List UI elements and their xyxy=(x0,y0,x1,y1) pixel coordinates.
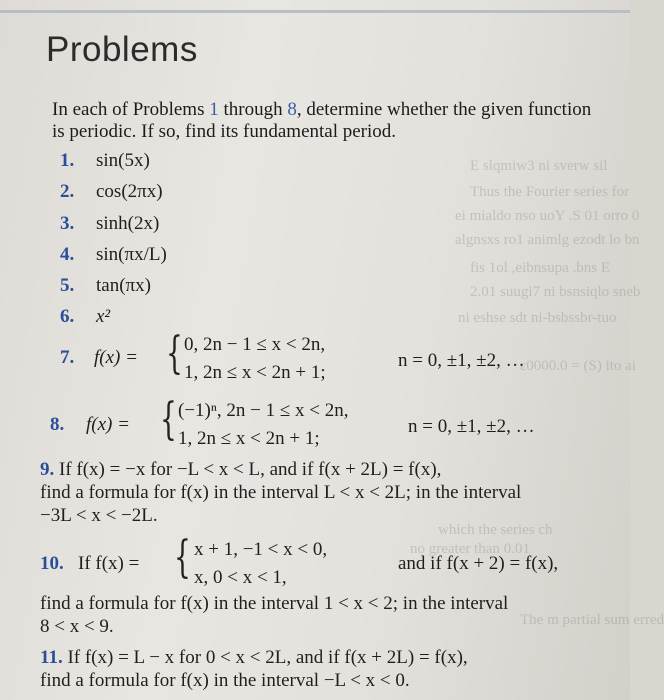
page-title: Problems xyxy=(46,30,198,69)
problem-text: find a formula for f(x) in the interval −L < x < 0. xyxy=(40,670,410,691)
function-lhs: f(x) = xyxy=(86,414,130,435)
problem-text: If f(x) = −x for −L < x < L, and if f(x + 2L) = f(x), xyxy=(59,459,442,480)
problem-text: find a formula for f(x) in the interval 1 < x < 2; in the interval xyxy=(40,593,509,614)
function-lhs: f(x) = xyxy=(94,347,138,368)
function-lhs: If f(x) = xyxy=(78,553,140,574)
index-range: n = 0, ±1, ±2, … xyxy=(398,350,525,371)
case-line: 0, 2n − 1 ≤ x < 2n, xyxy=(184,334,326,355)
problem-expression: sin(5x) xyxy=(96,150,150,171)
problem-expression: sinh(2x) xyxy=(96,213,160,234)
problem-number: 6. xyxy=(60,306,75,327)
problem-expression: tan(πx) xyxy=(96,275,151,296)
case-line: 1, 2n ≤ x < 2n + 1; xyxy=(178,428,320,449)
case-line: 1, 2n ≤ x < 2n + 1; xyxy=(184,362,326,383)
problem-text: and if f(x + 2) = f(x), xyxy=(398,553,559,574)
left-brace: { xyxy=(166,328,183,379)
problem-expression: sin(πx/L) xyxy=(96,244,167,265)
problems-intro: In each of Problems 1 through 8, determine whether the given function is periodic. If so, find its fundamental period. xyxy=(52,99,592,142)
problem-number: 3. xyxy=(60,213,75,234)
case-line: x, 0 < x < 1, xyxy=(194,567,287,588)
problem-11 xyxy=(40,646,620,692)
top-rule xyxy=(0,10,630,13)
problem-number: 7. xyxy=(60,347,75,368)
problem-number: 2. xyxy=(60,181,75,202)
left-brace: { xyxy=(174,532,191,583)
index-range: n = 0, ±1, ±2, … xyxy=(408,416,535,437)
case-line: x + 1, −1 < x < 0, xyxy=(194,539,328,560)
problem-text: find a formula for f(x) in the interval L < x < 2L; in the interval xyxy=(40,482,522,503)
problem-number: 9. xyxy=(40,459,55,480)
left-brace: { xyxy=(160,394,177,445)
problem-expression: x² xyxy=(96,306,111,327)
case-line: (−1)ⁿ, 2n − 1 ≤ x < 2n, xyxy=(178,400,349,421)
problem-number: 5. xyxy=(60,275,75,296)
textbook-page: E slqmiw3 ni sverw sil Thus the Fourier series for ei mialdo nso uoY .S 01 orro 0 algnsxs ro1 animlg ezodt lo bn fis 1ol ,eibnsupa .bns E 2.01 suugi7 ni bsnsiqlo sneb ni eshse sdt ni-bsbssbr-tuo ε0000.0 = (S) ito ai which the series ch no greater than 0.01 The m partial sum erred Problems In each of Problems 1 through 8, determine whether the given function is periodic. If so, find its fundamental period. 1. sin(5x) 2. cos(2πx) 3. sinh(2x) 4. sin(πx/L) 5. tan(πx) 6. x² 7. f(x) = { 0, 2n − 1 ≤ x < 2n, 1, 2n ≤ x < 2n + 1; n = 0, ±1, ±2, … 8. f(x) = { (−1)ⁿ, 2n − 1 ≤ x < 2n, 1, 2n ≤ x < 2n + 1; n = 0, ±1, ±2, … 9. If f(x) = −x for −L < x < L, and if f(x + 2L) = f(x), find a formula for f(x) in the interval L < x < 2L; in the interval −3L < x < −2L. 10. If f(x) = { x + 1, −1 < x < 0, x, 0 < x < 1, and if f(x + 2) = f(x), find a formula for f(x) in the interval 1 < x < 2; in the interval 8 < x < 9. 11. If f(x) = L − x for 0 < x < 2L, and if f(x + 2L) = f(x), find a formula for f(x) in the interval −L < x < 0. xyxy=(0,0,630,700)
problem-expression: cos(2πx) xyxy=(96,181,163,202)
problem-text: 8 < x < 9. xyxy=(40,616,114,637)
problem-number: 11. xyxy=(40,647,63,668)
problem-number: 1. xyxy=(60,150,75,171)
problem-number: 10. xyxy=(40,553,64,574)
problem-number: 8. xyxy=(50,414,65,435)
problem-number: 4. xyxy=(60,244,75,265)
problem-9 xyxy=(40,458,620,527)
problem-text: If f(x) = L − x for 0 < x < 2L, and if f(x + 2L) = f(x), xyxy=(67,647,468,668)
problem-text: −3L < x < −2L. xyxy=(40,505,158,526)
